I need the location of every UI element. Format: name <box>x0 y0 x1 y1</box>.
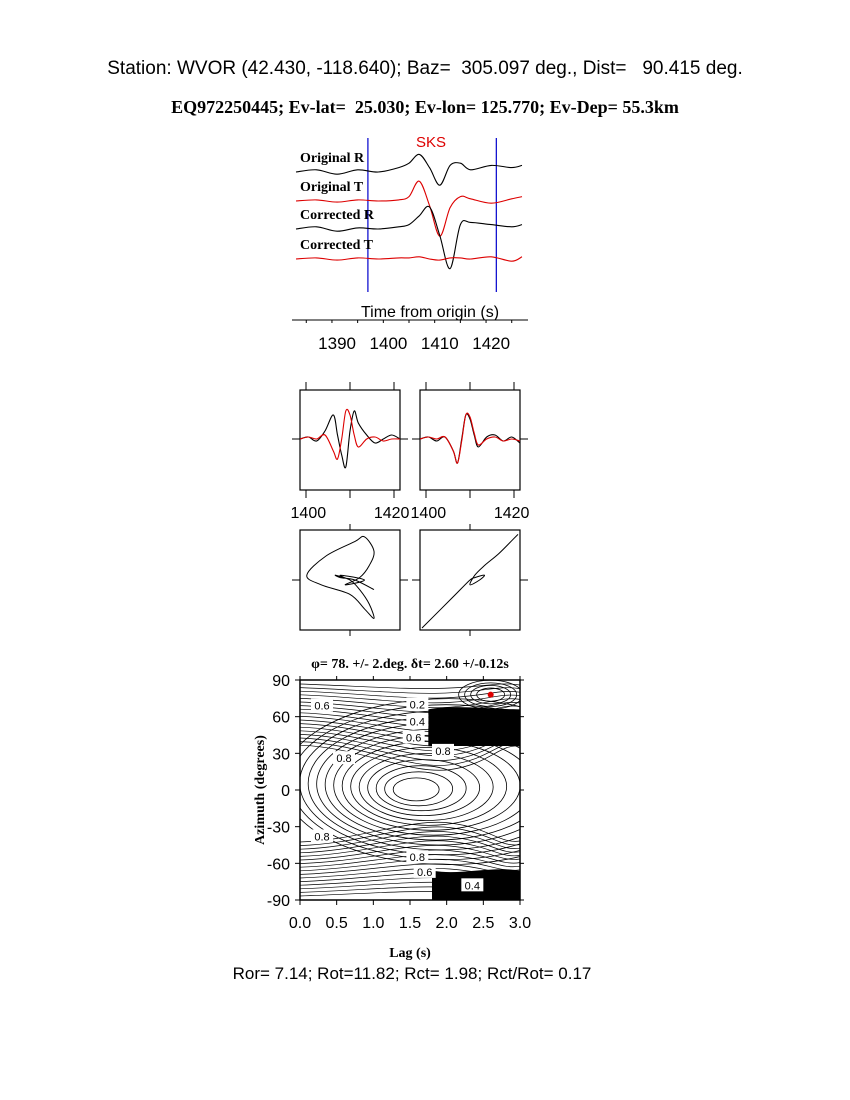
contour-label: 0.8 <box>336 753 352 766</box>
surface-contour <box>300 684 520 689</box>
ratio-summary: Ror= 7.14; Rot=11.82; Rct= 1.98; Rct/Rot= 0.17 <box>232 964 592 983</box>
waveform-overlay-corrected <box>411 382 530 522</box>
contour-label: 0.6 <box>417 866 433 879</box>
trace-label: Original T <box>300 180 364 195</box>
surface-contour <box>351 747 507 825</box>
y-tick-label: 60 <box>272 709 290 727</box>
surface-contour <box>393 778 439 801</box>
x-tick-label: 3.0 <box>508 915 532 932</box>
overlay-tick-label: 1400 <box>410 505 447 522</box>
particle-motion-corrected <box>412 524 528 636</box>
x-tick-label: 2.0 <box>435 915 458 932</box>
particle-motion-original <box>292 524 408 636</box>
event-info: EQ972250445; Ev-lat= 25.030; Ev-lon= 125.770; Ev-Dep= 55.3km <box>171 97 679 117</box>
trace-label: Corrected T <box>300 238 373 253</box>
contour-label: 0.6 <box>406 732 422 745</box>
surface-dense-upper <box>428 707 520 746</box>
particle-path <box>307 536 374 618</box>
seismogram-panel <box>292 134 528 353</box>
x-axis-title: Lag (s) <box>389 946 431 961</box>
overlay-tick-label: 1400 <box>290 505 327 522</box>
overlay-tick-label: 1420 <box>373 505 410 522</box>
trace-4 <box>296 257 522 261</box>
contour-label: 0.8 <box>314 831 330 844</box>
contour-label: 0.6 <box>314 700 330 713</box>
x-tick-label: 1.0 <box>362 915 385 932</box>
y-axis-title: Azimuth (degrees) <box>253 735 268 845</box>
y-tick-label: -30 <box>266 819 290 837</box>
overlay-frame <box>300 390 400 490</box>
contour-label: 0.2 <box>409 699 425 712</box>
error-surface <box>253 657 615 961</box>
time-axis-title: Time from origin (s) <box>360 304 500 321</box>
x-tick-label: 1.5 <box>398 915 422 932</box>
phase-label: SKS <box>415 134 447 151</box>
x-tick-label: 2.5 <box>472 915 495 932</box>
time-tick-label: 1410 <box>420 334 459 353</box>
time-tick-label: 1390 <box>318 334 357 353</box>
surface-contours <box>283 680 615 900</box>
surface-title: φ= 78. +/- 2.deg. δt= 2.60 +/-0.12s <box>311 657 509 672</box>
waveform-overlay-original <box>291 382 410 522</box>
time-tick-label: 1400 <box>369 334 408 353</box>
y-tick-label: 30 <box>272 746 290 764</box>
y-tick-label: 0 <box>281 783 290 800</box>
contour-label: 0.8 <box>409 852 425 865</box>
time-tick-label: 1420 <box>472 334 511 353</box>
trace-label: Corrected R <box>300 208 374 223</box>
overlay-tick-label: 1420 <box>493 505 530 522</box>
contour-label: 0.8 <box>435 745 451 758</box>
surface-contour <box>300 691 520 698</box>
particle-path <box>422 534 518 628</box>
x-tick-label: 0.5 <box>325 915 348 932</box>
y-tick-label: -90 <box>266 893 290 910</box>
y-tick-label: 90 <box>272 673 290 690</box>
contour-label: 0.4 <box>409 716 425 729</box>
x-tick-label: 0.0 <box>288 915 312 932</box>
contour-label: 0.4 <box>464 880 480 893</box>
trace-label: Original R <box>300 151 365 166</box>
station-info: Station: WVOR (42.430, -118.640); Baz= 305.097 deg., Dist= 90.415 deg. <box>107 58 743 79</box>
y-tick-label: -60 <box>266 856 290 874</box>
best-fit-point <box>488 692 494 698</box>
